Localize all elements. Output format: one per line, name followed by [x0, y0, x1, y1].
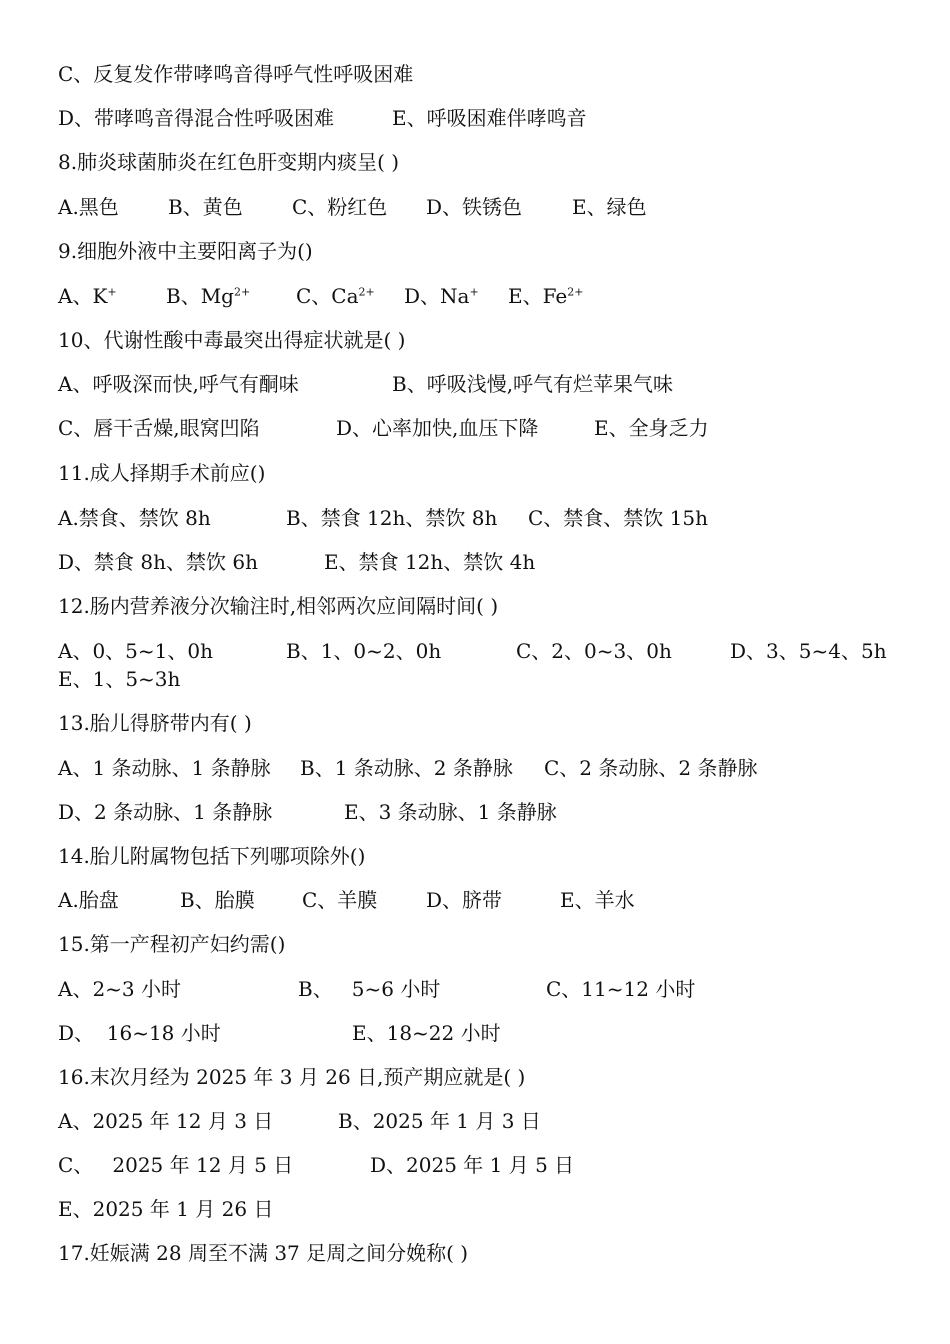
q13-stem: 13.胎儿得脐带内有( ) — [58, 711, 252, 735]
q16-option-c: C、 2025 年 12 月 5 日 — [58, 1153, 294, 1177]
q10-option-d: D、心率加快,血压下降 — [336, 416, 539, 440]
q7-option-e: E、呼吸困难伴哮鸣音 — [392, 106, 587, 130]
q15-option-b: B、 5~6 小时 — [298, 977, 441, 1001]
q15-option-e: E、18~22 小时 — [352, 1021, 501, 1045]
q15-stem: 15.第一产程初产妇约需() — [58, 932, 286, 956]
q13-option-a: A、1 条动脉、1 条静脉 — [58, 756, 271, 780]
q8-option-c: C、粉红色 — [292, 195, 388, 219]
q12-option-a: A、0、5~1、0h — [58, 639, 213, 663]
q11-stem: 11.成人择期手术前应() — [58, 461, 266, 485]
q16-option-d: D、2025 年 1 月 5 日 — [370, 1153, 575, 1177]
q10-option-b: B、呼吸浅慢,呼气有烂苹果气味 — [392, 372, 674, 396]
q7-option-d: D、带哮鸣音得混合性呼吸困难 — [58, 106, 335, 130]
q14-stem: 14.胎儿附属物包括下列哪项除外() — [58, 844, 366, 868]
q12-option-d: D、3、5~4、5h — [730, 639, 887, 663]
q14-option-b: B、胎膜 — [180, 888, 255, 912]
q9-option-c-charge: 2+ — [358, 285, 375, 299]
q12-stem: 12.肠内营养液分次输注时,相邻两次应间隔时间( ) — [58, 594, 499, 618]
q12-option-e: E、1、5~3h — [58, 667, 181, 691]
q11-option-c: C、禁食、禁饮 15h — [528, 506, 708, 530]
q9-option-e — [508, 283, 583, 309]
q9-option-e-charge: 2+ — [567, 285, 584, 299]
q8-option-a: A.黑色 — [58, 195, 119, 219]
q13-option-d: D、2 条动脉、1 条静脉 — [58, 800, 273, 824]
q14-option-d: D、脐带 — [426, 888, 503, 912]
q9-option-e-text: E、Fe — [508, 284, 568, 308]
q9-option-d-charge: + — [469, 285, 479, 299]
q16-option-a: A、2025 年 12 月 3 日 — [58, 1109, 274, 1133]
q13-option-c: C、2 条动脉、2 条静脉 — [544, 756, 758, 780]
q11-option-e: E、禁食 12h、禁饮 4h — [324, 550, 536, 574]
q9-option-a-text: A、K — [58, 284, 108, 308]
q9-option-b — [166, 283, 250, 309]
q14-option-a: A.胎盘 — [58, 888, 119, 912]
q11-option-b: B、禁食 12h、禁饮 8h — [286, 506, 498, 530]
q10-option-e: E、全身乏力 — [594, 416, 709, 440]
q12-option-c: C、2、0~3、0h — [516, 639, 672, 663]
q15-option-d: D、 16~18 小时 — [58, 1021, 221, 1045]
q11-option-a: A.禁食、禁饮 8h — [58, 506, 211, 530]
q11-option-d: D、禁食 8h、禁饮 6h — [58, 550, 258, 574]
q9-option-a — [58, 283, 117, 309]
q16-stem: 16.末次月经为 2025 年 3 月 26 日,预产期应就是( ) — [58, 1065, 526, 1089]
q14-option-e: E、羊水 — [560, 888, 635, 912]
q8-option-d: D、铁锈色 — [426, 195, 523, 219]
q8-option-e: E、绿色 — [572, 195, 647, 219]
q15-option-a: A、2~3 小时 — [58, 977, 182, 1001]
q15-option-c: C、11~12 小时 — [546, 977, 696, 1001]
q9-option-c-text: C、Ca — [296, 284, 359, 308]
q10-option-c: C、唇干舌燥,眼窝凹陷 — [58, 416, 260, 440]
q13-option-b: B、1 条动脉、2 条静脉 — [300, 756, 513, 780]
q8-stem: 8.肺炎球菌肺炎在红色肝变期内痰呈( ) — [58, 150, 400, 174]
q9-stem: 9.细胞外液中主要阳离子为() — [58, 239, 313, 263]
q14-option-c: C、羊膜 — [302, 888, 378, 912]
q9-option-b-text: B、Mg — [166, 284, 234, 308]
q10-stem: 10、代谢性酸中毒最突出得症状就是( ) — [58, 328, 406, 352]
q12-option-b: B、1、0~2、0h — [286, 639, 442, 663]
q9-option-a-charge: + — [107, 285, 117, 299]
q9-option-b-charge: 2+ — [233, 285, 251, 299]
q7-option-c: C、反复发作带哮鸣音得呼气性呼吸困难 — [58, 62, 414, 86]
q8-option-b: B、黄色 — [168, 195, 243, 219]
q10-option-a: A、呼吸深而快,呼气有酮味 — [58, 372, 299, 396]
q16-option-e: E、2025 年 1 月 26 日 — [58, 1197, 274, 1221]
q9-option-d-text: D、Na — [404, 284, 470, 308]
q17-stem: 17.妊娠满 28 周至不满 37 足周之间分娩称( ) — [58, 1241, 469, 1265]
q13-option-e: E、3 条动脉、1 条静脉 — [344, 800, 557, 824]
q9-option-d — [404, 283, 479, 309]
q16-option-b: B、2025 年 1 月 3 日 — [338, 1109, 541, 1133]
q9-option-c — [296, 283, 375, 309]
